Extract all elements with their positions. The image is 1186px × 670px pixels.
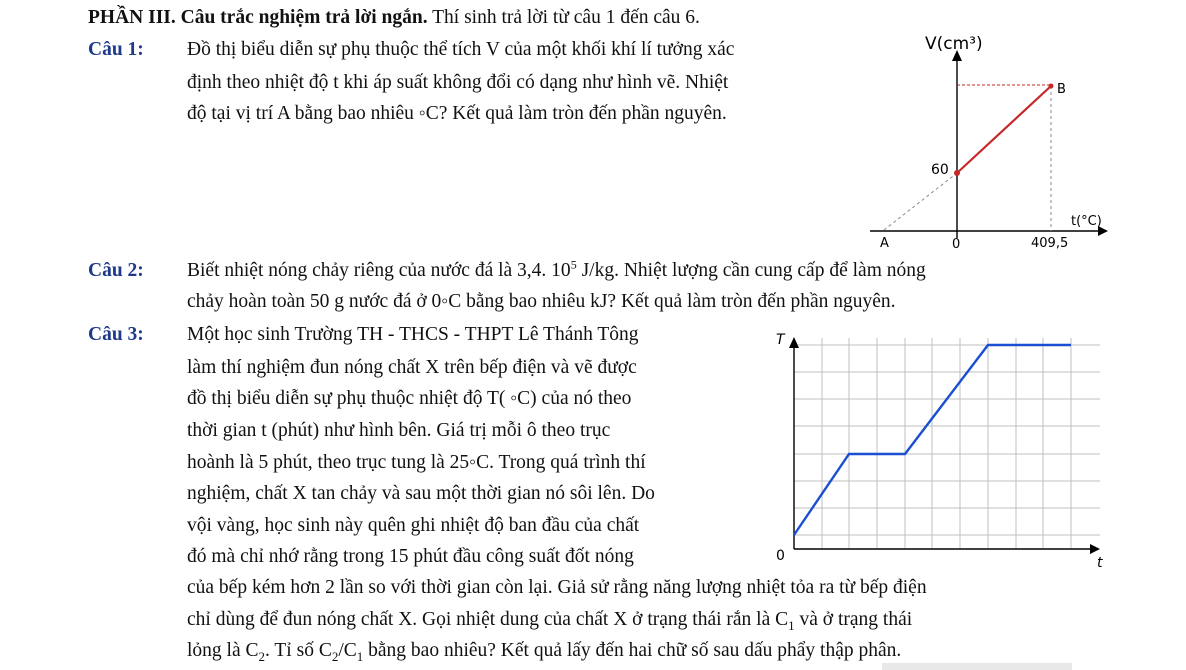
q3-line-10-a: chỉ dùng để đun nóng chất X. Gọi nhiệt dung của chất X ở trạng thái rắn là C bbox=[187, 609, 789, 630]
q3-line-1: Một học sinh Trường TH - THCS - THPT Lê Thánh Tông bbox=[187, 324, 639, 345]
q3-line-4: thời gian t (phút) như hình bên. Giá trị mỗi ô theo trục bbox=[187, 420, 611, 441]
section-header bbox=[88, 2, 700, 34]
q1-volume-line bbox=[957, 86, 1051, 173]
q3-line-11-a: lỏng là C bbox=[187, 640, 259, 661]
q1-point-60 bbox=[954, 170, 960, 176]
q1-line-3: độ tại vị trí A bằng bao nhiêu ◦C? Kết quả làm tròn đến phần nguyên. bbox=[187, 103, 727, 124]
q2-line-1 bbox=[187, 255, 926, 287]
q3-line-11-tail: bằng bao nhiêu? Kết quả lấy đến hai chữ số sau dấu phẩy thập phân. bbox=[363, 640, 902, 661]
q3-origin-label: 0 bbox=[776, 548, 785, 564]
q3-ratio-c2-subscript: 2 bbox=[331, 648, 339, 664]
q3-ylabel: T bbox=[776, 332, 785, 348]
q1-point-b-label: B bbox=[1057, 82, 1066, 97]
q2-line-1-a: Biết nhiệt nóng chảy riêng của nước đá là 3,4. 10 bbox=[187, 260, 571, 281]
section-title: PHẦN III. Câu trắc nghiệm trả lời ngắn. bbox=[88, 7, 428, 28]
q3-y-axis-arrow bbox=[789, 337, 799, 348]
q3-line-5: hoành là 5 phút, theo trục tung là 25◦C. Trong quá trình thí bbox=[187, 452, 646, 473]
q3-line-8: đó mà chỉ nhớ rằng trong 15 phút đầu công suất đốt nóng bbox=[187, 546, 634, 567]
q3-line-3: đồ thị biểu diễn sự phụ thuộc nhiệt độ T( ◦C) của nó theo bbox=[187, 388, 632, 409]
section-instruction: Thí sinh trả lời từ câu 1 đến câu 6. bbox=[427, 7, 700, 28]
q1-point-a-label: A bbox=[880, 236, 889, 251]
q1-line-2: định theo nhiệt độ t khi áp suất không đổi có dạng như hình vẽ. Nhiệt bbox=[187, 72, 729, 93]
q3-line-11-mid: . Tỉ số C bbox=[265, 640, 332, 661]
q1-point-b bbox=[1049, 84, 1054, 89]
q1-dashed-extension bbox=[884, 173, 957, 230]
q2-exponent: 5 bbox=[570, 257, 577, 272]
q1-xlabel: t(°C) bbox=[1071, 214, 1102, 229]
q3-temperature-time-graph bbox=[770, 325, 1120, 575]
q1-line-1: Đồ thị biểu diễn sự phụ thuộc thể tích V của một khối khí lí tưởng xác bbox=[187, 39, 735, 60]
q3-c2-subscript: 2 bbox=[258, 648, 265, 664]
scrollbar-thumb[interactable] bbox=[882, 663, 1072, 670]
q3-line-9: của bếp kém hơn 2 lần so với thời gian còn lại. Giả sử rằng năng lượng nhiệt tỏa ra từ bếp điện bbox=[187, 577, 927, 598]
q1-label: Câu 1: bbox=[88, 39, 144, 60]
q3-line-7: vội vàng, học sinh này quên ghi nhiệt độ ban đầu của chất bbox=[187, 515, 640, 536]
q3-x-axis-arrow bbox=[1090, 544, 1100, 554]
q1-ylabel: V(cm³) bbox=[925, 34, 983, 54]
q1-x-tick-0: 0 bbox=[952, 237, 961, 252]
q3-line-11 bbox=[187, 635, 901, 667]
q3-line-10-b: và ở trạng thái bbox=[794, 609, 913, 630]
q3-c1-subscript: 1 bbox=[788, 617, 795, 633]
q1-x-tick-409: 409,5 bbox=[1031, 236, 1069, 251]
q1-y-tick-60: 60 bbox=[931, 162, 949, 178]
q2-label: Câu 2: bbox=[88, 260, 144, 281]
q3-ratio-c1-subscript: 1 bbox=[356, 648, 364, 664]
q3-xlabel: t bbox=[1097, 555, 1103, 571]
q3-line-10 bbox=[187, 604, 912, 636]
q2-line-1-b: J/kg. Nhiệt lượng cần cung cấp để làm nóng bbox=[576, 260, 926, 281]
q3-label: Câu 3: bbox=[88, 324, 144, 345]
q2-line-2: chảy hoàn toàn 50 g nước đá ở 0◦C bằng bao nhiêu kJ? Kết quả làm tròn đến phần nguyên. bbox=[187, 291, 896, 312]
q3-grid bbox=[794, 338, 1100, 549]
q1-volume-temperature-graph bbox=[870, 26, 1140, 256]
q3-line-6: nghiệm, chất X tan chảy và sau một thời gian nó sôi lên. Do bbox=[187, 483, 655, 504]
q3-line-2: làm thí nghiệm đun nóng chất X trên bếp điện và vẽ được bbox=[187, 357, 637, 378]
q3-line-11-slash: /C bbox=[338, 640, 357, 661]
